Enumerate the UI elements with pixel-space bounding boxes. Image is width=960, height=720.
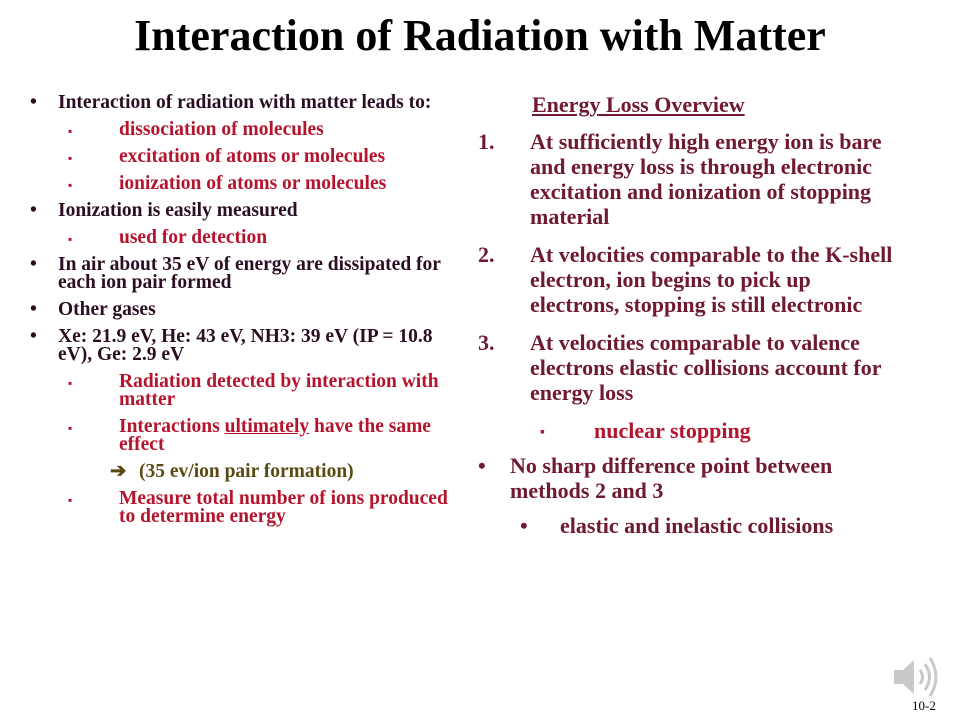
bullet-gas-values: • Xe: 21.9 eV, He: 43 eV, NH3: 39 eV (IP = 10.8 eV), Ge: 2.9 eV (30, 326, 433, 365)
arrow-item (24, 463, 464, 481)
right-column (478, 129, 898, 538)
sub-bullet: ▪ nuclear stopping (540, 418, 751, 443)
sub-bullet-text: elastic and inelastic collisions (560, 513, 834, 538)
numbered-item (478, 129, 898, 229)
sub-bullet-text: Measure total number of ions produced to determine energy (119, 488, 448, 527)
sub-bullet-text: dissociation of molecules (119, 119, 324, 140)
bullet-text: In air about 35 eV of energy are dissipated for each ion pair formed (58, 254, 441, 293)
sub-bullet: ▪ used for detection (68, 227, 268, 248)
bullet-air: • In air about 35 eV of energy are dissipated for each ion pair formed (30, 254, 441, 293)
sub-bullet: ▪ excitation of atoms or molecules (68, 146, 386, 167)
bullet-text: Ionization is easily measured (58, 200, 298, 221)
item-number: 2. (478, 242, 495, 267)
bullet-text: Other gases (58, 299, 156, 320)
bullet-ionization: • Ionization is easily measured (30, 200, 298, 221)
bullet-text: Interaction of radiation with matter leads to: (58, 92, 432, 113)
bullet-text: Xe: 21.9 eV, He: 43 eV, NH3: 39 eV (IP = 10.8 eV), Ge: 2.9 eV (58, 326, 433, 365)
sub-bullet: ▪ Interactions ultimately have the same effect (68, 416, 431, 455)
sub-bullet: ▪ Measure total number of ions produced to determine energy (68, 488, 448, 527)
sub-bullet-text: used for detection (119, 227, 268, 248)
item-text: At sufficiently high energy ion is bare and energy loss is through electronic excitation and ionization of stopping material (530, 129, 882, 229)
item-text: At velocities comparable to valence electrons elastic collisions account for energy loss (530, 330, 882, 405)
sub-bullet-text: have the same effect (119, 416, 431, 455)
sub-bullet: ▪ ionization of atoms or molecules (68, 173, 387, 194)
sub-bullet-text: ionization of atoms or molecules (119, 173, 387, 194)
arrow-item-text: (35 ev/ion pair formation) (139, 461, 354, 482)
left-column (24, 94, 464, 535)
sub-bullet-text: excitation of atoms or molecules (119, 146, 386, 167)
underlined-word: ultimately (224, 416, 310, 437)
sub-bullet-text: Radiation detected by interaction with matter (119, 371, 439, 410)
arrow-icon: ➔ (110, 461, 127, 482)
sub-bullet: ▪ Radiation detected by interaction with matter (68, 371, 439, 410)
bullet-other-gases: • Other gases (30, 299, 156, 320)
item-number: 1. (478, 129, 495, 154)
slide-title: Interaction of Radiation with Matter (134, 11, 826, 60)
bullet-text: No sharp difference point between methods 2 and 3 (510, 453, 833, 503)
energy-loss-heading: Energy Loss Overview (532, 92, 745, 117)
item-text: At velocities comparable to the K-shell electron, ion begins to pick up electrons, stopping is still electronic (530, 242, 893, 317)
sub-bullet: ▪ dissociation of molecules (68, 119, 324, 140)
sub-bullet-text: nuclear stopping (594, 418, 751, 443)
slide-number: 10-2 (912, 698, 936, 713)
speaker-icon[interactable] (890, 652, 942, 702)
numbered-item (478, 242, 898, 317)
sub-bullet: • elastic and inelastic collisions (520, 513, 834, 538)
bullet-no-sharp-difference: • No sharp difference point between methods 2 and 3 (478, 453, 833, 503)
item-number: 3. (478, 330, 495, 355)
numbered-item (478, 330, 898, 405)
bullet-interaction: • Interaction of radiation with matter leads to: (30, 92, 432, 113)
sub-bullet-text: Interactions (119, 416, 225, 437)
